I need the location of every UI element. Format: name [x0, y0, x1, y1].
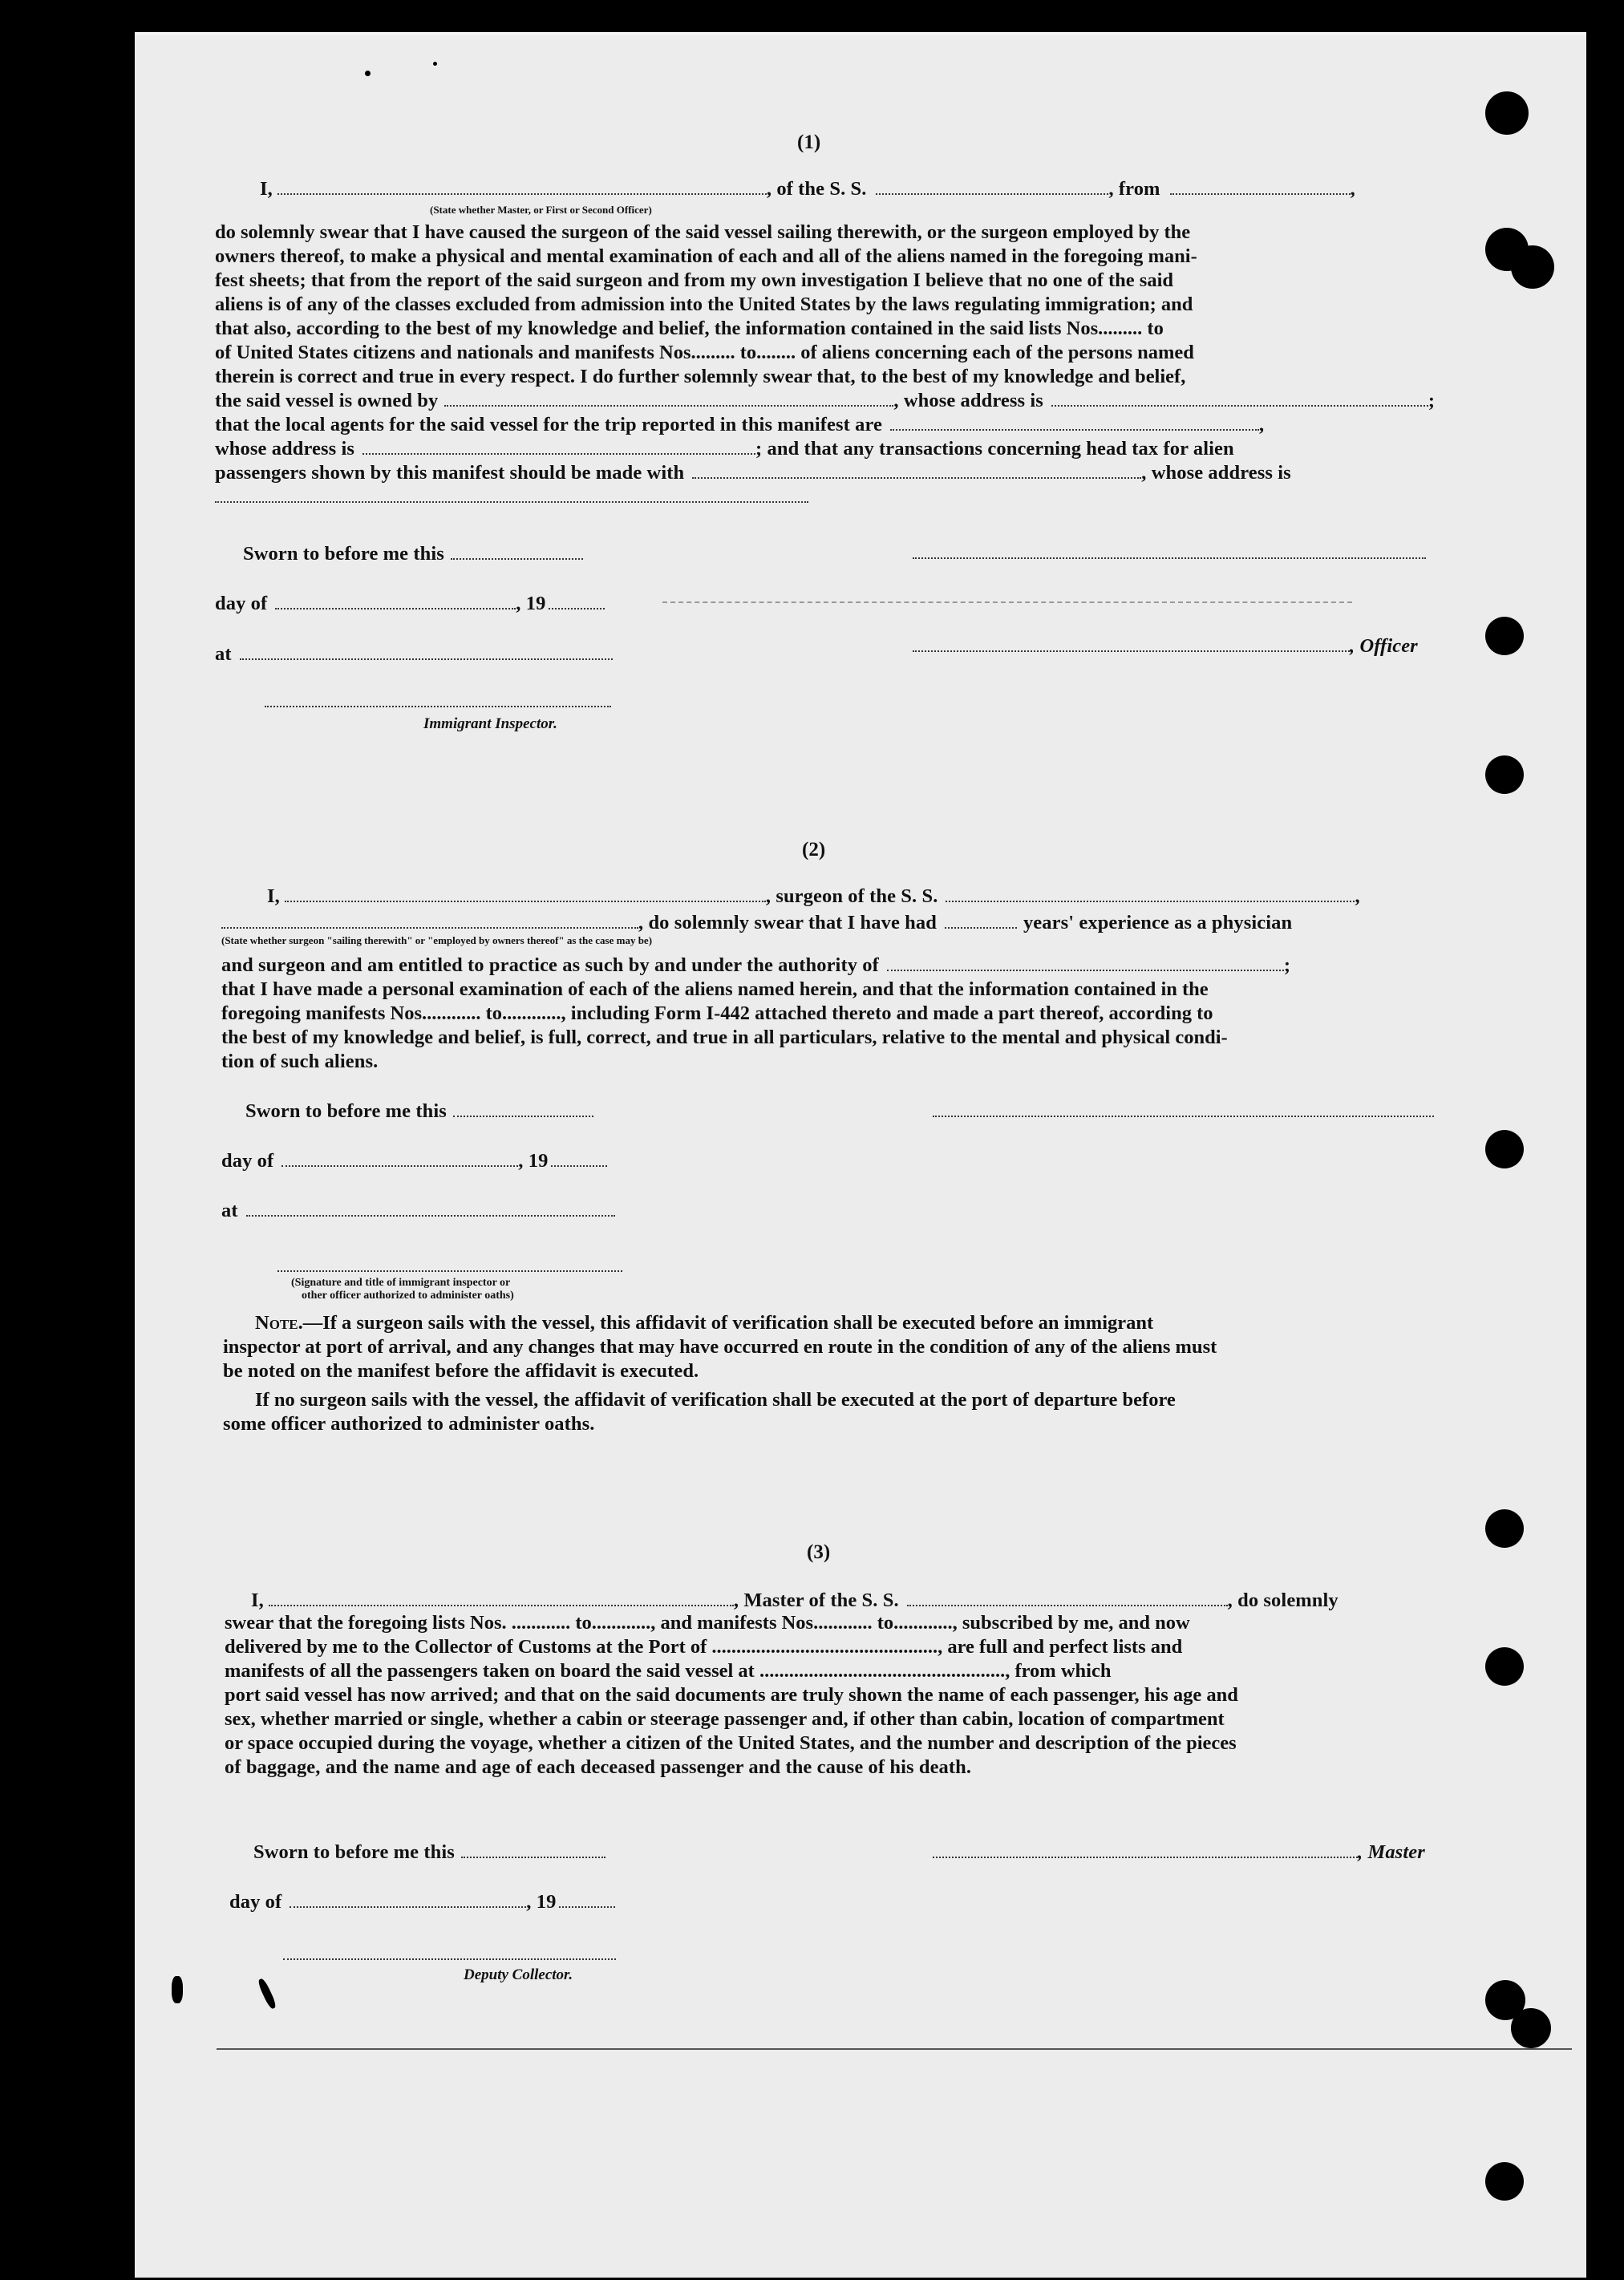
section-1-day-of: day of , 19 [215, 593, 605, 615]
section-3-master: , Master [933, 1841, 1425, 1864]
section-2-day-of: day of , 19 [221, 1150, 607, 1172]
section-2-sig-caption-1: (Signature and title of immigrant inspector or [291, 1277, 511, 1289]
section-1-caption: (State whether Master, or First or Second Officer) [430, 204, 652, 216]
section-1-number: (1) [797, 132, 821, 153]
section-2-caption: (State whether surgeon "sailing therewith" or "employed by owners thereof" as the case may be) [221, 934, 653, 946]
section-2-number: (2) [802, 839, 826, 861]
section-2-line-2: , do solemnly swear that I have had years' experience as a physician [221, 912, 1292, 934]
bleed-through-text [279, 115, 297, 148]
speck [172, 1976, 183, 2003]
section-2-sworn: Sworn to before me this [245, 1100, 593, 1123]
punch-hole [1485, 91, 1529, 135]
section-2-line-1: I, , surgeon of the S. S. , [267, 885, 1360, 907]
punch-hole [1511, 2008, 1551, 2048]
section-3-collector-caption: Deputy Collector. [464, 1966, 573, 1983]
punch-hole [1511, 245, 1554, 289]
section-2-signature-line [933, 1116, 1434, 1117]
punch-hole [1485, 2162, 1524, 2201]
section-3-line-1: I, , Master of the S. S. , do solemnly [251, 1590, 1338, 1611]
punch-hole [1485, 1130, 1524, 1168]
bottom-rule [217, 2048, 1572, 2050]
section-3-collector-line [283, 1958, 616, 1960]
section-2-sig-caption-2: other officer authorized to administer oaths) [302, 1290, 514, 1302]
section-2-at: at [221, 1200, 615, 1222]
section-3-sworn: Sworn to before me this [253, 1841, 605, 1864]
section-1-inspector-line [265, 706, 611, 707]
section-1-inspector-caption: Immigrant Inspector. [423, 715, 557, 732]
section-1-at: at [215, 643, 613, 666]
section-2-inspector-line [277, 1270, 622, 1272]
manifest-back-page: (1) I, , of the S. S. , from , (State whether Master, or First or Second Officer) do solemnly swear that I have caused the surgeon of the said vessel sailing therewith, or the surgeon employed by the owners thereof, to make a physical and mental examination of each and all of the aliens named in the foregoing mani- fest sheets; that from the report of the said surgeon and from my own investigation I believe that no one of the said aliens is of any of the classes excluded from admission into the United States by the laws regulating immigration; and that also, according to the best of my knowledge and belief, the information contained in the said lists Nos......... to of United States citizens and nationals and manifests Nos......... to........ of aliens concerning each of the persons named therein is correct and true in every respect. I do further solemnly swear that, to the best of my knowledge and belief, the said vessel is owned by , whose address is ; that the local agents for the said vessel for the trip reported in this manifest are , whose address is ; and that any transactions concerning head tax for alien passengers shown by this manifest should be made with , whose address is Sworn to before me this day of , 19 , Officer at Immigrant Inspector. (2) I, , surgeon of the S. S. , , do solemnly swear that I have had years' experience as a physician (State whether surgeon "sailing therewith" or "employed by owners thereof" as the case may be) and surgeon and am entitled to practice as such by and under the authority of ; that I have made a personal examination of each of the aliens named herein, and that the information contained in the foregoing manifests Nos............ to............, including Form I-442 attached thereto and made a part thereof, according to the best of my knowledge and belief, is full, correct, and true in all particulars, relative to the mental and physical condi- tion of such aliens. Sworn to before me this day of , 19 at (Signature and title of immigrant inspector or other officer authorized to administer oaths) Note.—If a surgeon sails with the vessel, this affidavit of verification shall be executed before an immigrant inspector at port of arrival, and any changes that may have occurred en route in the condition of any of the aliens must be noted on the manifest before the affidavit is executed. If no surgeon sails with the vessel, the affidavit of verification shall be executed at the port of departure before some officer authorized to administer oaths. (3) I, , Master of the S. S. , do solemnly swear that the foregoing lists Nos. ............ to............, and manifests Nos............ to............, subscribed by me, and now delivered by me to the Collector of Customs at the Port of .............................................., are full and perfect lists and manifests of all the passengers taken on board the said vessel at .................................................., from which port said vessel has now arrived; and that on the said documents are truly shown the name of each passenger, his age and sex, whether married or single, whether a cabin or steerage passenger and, if other than cabin, location of compartment or space occupied during the voyage, whether a citizen of the United States, and the number and description of the pieces of baggage, and the name and age of each deceased passenger and the cause of his death. Sworn to before me this , Master day of , 19 Deputy Collector. [135, 32, 1586, 2278]
punch-hole [1485, 755, 1524, 794]
section-1-faint-line [662, 601, 1352, 603]
speck [365, 71, 371, 76]
section-3-day-of: day of , 19 [229, 1891, 615, 1913]
section-1-line-1: I, , of the S. S. , from , [260, 178, 1355, 200]
punch-hole [1485, 1509, 1524, 1548]
section-1-officer: , Officer [913, 635, 1418, 658]
section-1-signature-line [913, 557, 1426, 559]
speck [433, 62, 437, 66]
section-3-number: (3) [807, 1541, 831, 1563]
section-1-sworn: Sworn to before me this [243, 543, 583, 565]
punch-hole [1485, 1647, 1524, 1686]
speck [257, 1978, 277, 2010]
punch-hole [1485, 617, 1524, 655]
